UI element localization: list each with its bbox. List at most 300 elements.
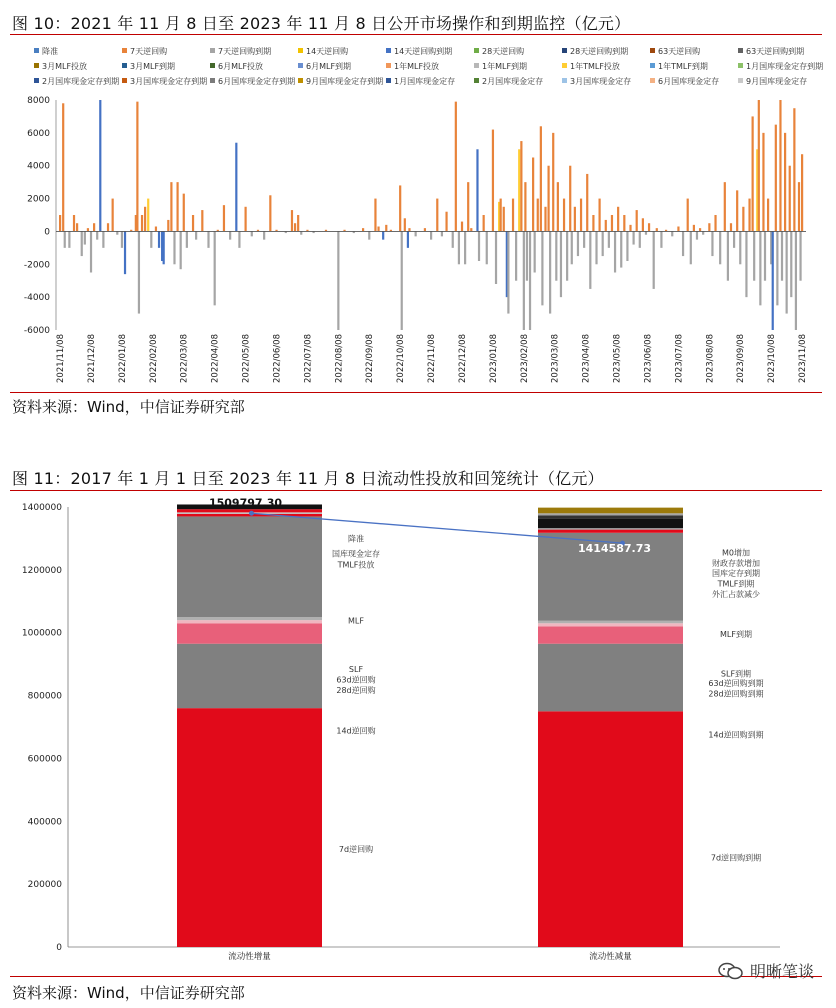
bar (524, 182, 526, 231)
y-tick-label: -2000 (23, 260, 50, 271)
legend-label: 9月国库现金定存到期 (306, 77, 384, 86)
legend-label: 1年TMLF投放 (570, 62, 620, 71)
bar (571, 231, 573, 264)
bar (762, 133, 764, 232)
bar (81, 231, 83, 256)
bar (555, 231, 557, 280)
x-tick-label: 2022/01/08 (117, 334, 128, 383)
stack-segment (177, 516, 322, 617)
bar (696, 231, 698, 239)
bar (733, 231, 735, 247)
bar (523, 231, 525, 330)
bar (772, 231, 774, 330)
annotation-left: 国库现金定存 (332, 549, 380, 559)
bar (467, 182, 469, 231)
bar (478, 231, 480, 261)
bar (586, 174, 588, 232)
legend-swatch (474, 63, 479, 68)
x-tick-label: 2021/12/08 (86, 334, 97, 383)
legend-label: 1月国库现金定存到期 (746, 62, 824, 71)
bar (687, 199, 689, 232)
bar (87, 228, 89, 231)
legend-label: 14天逆回购到期 (394, 47, 453, 56)
stack-segment (177, 623, 322, 643)
legend-swatch (298, 63, 303, 68)
legend-swatch (650, 48, 655, 53)
bar (629, 225, 631, 232)
bar (532, 158, 534, 232)
bar (170, 182, 172, 231)
bar (201, 210, 203, 231)
y-tick-label: 1200000 (21, 565, 62, 576)
stack-segment (538, 513, 683, 515)
bar (790, 231, 792, 297)
bar (141, 215, 143, 231)
legend-swatch (386, 48, 391, 53)
y-tick-label: 600000 (27, 754, 62, 765)
y-tick-label: -4000 (23, 293, 50, 304)
legend-label: 9月国库现金定存 (746, 77, 808, 86)
x-tick-label: 2022/12/08 (457, 334, 468, 383)
bar (214, 231, 216, 305)
bar (144, 207, 146, 232)
legend-label: 63天逆回购到期 (746, 47, 805, 56)
bar (512, 199, 514, 232)
annotation-left: MLF (348, 616, 364, 626)
bar (441, 231, 443, 236)
legend-label: 降准 (42, 47, 58, 56)
bar (147, 199, 149, 232)
legend-swatch (738, 78, 743, 83)
bar (404, 218, 406, 231)
y-tick-label: 0 (44, 227, 50, 238)
x-tick-label: 2023/07/08 (674, 334, 685, 383)
bar (563, 199, 565, 232)
x-tick-label: 2023/08/08 (705, 334, 716, 383)
bar (495, 231, 497, 284)
stack-segment (538, 621, 683, 624)
bar (500, 199, 502, 232)
bar (552, 133, 554, 232)
bar (745, 231, 747, 297)
bar (62, 103, 64, 231)
bar (297, 215, 299, 231)
bar (560, 231, 562, 297)
legend-label: 63天逆回购 (658, 47, 701, 56)
bar (399, 185, 401, 231)
bar (461, 222, 463, 232)
bar (93, 223, 95, 231)
stack-segment (538, 530, 683, 533)
bar (693, 225, 695, 232)
y-tick-label: 4000 (27, 161, 50, 172)
x-tick-label: 2023/11/08 (798, 334, 808, 383)
legend-label: 6月MLF到期 (306, 62, 352, 71)
omo-chart (0, 38, 836, 394)
bar (786, 231, 788, 313)
bar (752, 116, 754, 231)
legend-swatch (738, 63, 743, 68)
legend-label: 7天逆回购到期 (218, 47, 272, 56)
bar (589, 231, 591, 289)
bar (789, 166, 791, 232)
bar (167, 220, 169, 232)
bar (736, 190, 738, 231)
bar (374, 199, 376, 232)
legend-label: 1年MLF投放 (394, 62, 440, 71)
annotation-right: SLF到期 (720, 669, 752, 679)
y-tick-label: 0 (56, 943, 62, 953)
wechat-icon (718, 962, 744, 980)
legend-label: 3月MLF到期 (130, 62, 176, 71)
bar (507, 231, 509, 313)
bar (183, 194, 185, 232)
bar (455, 102, 457, 232)
bar (699, 228, 701, 231)
bar (294, 223, 296, 231)
bar (544, 207, 546, 232)
bar (362, 228, 364, 231)
bar (540, 126, 542, 231)
y-tick-label: 1000000 (21, 628, 62, 639)
x-tick-label: 2023/09/08 (736, 334, 747, 383)
bar (648, 223, 650, 231)
legend-swatch (562, 48, 567, 53)
annotation-left: 7d逆回购 (338, 845, 374, 855)
bar (784, 133, 786, 232)
bar (464, 231, 466, 264)
bar (407, 231, 409, 247)
bar (458, 231, 460, 264)
legend-label: 3月国库现金定存 (570, 77, 632, 86)
total-marker (249, 511, 254, 516)
annotation-right: M0增加 (722, 548, 750, 558)
stack-segment (177, 620, 322, 623)
legend-swatch (298, 78, 303, 83)
legend-label: 1年TMLF到期 (658, 62, 708, 71)
bar (515, 231, 517, 280)
figure1-title: 图 10：2021 年 11 月 8 日至 2023 年 11 月 8 日公开市场操作和到期监控（亿元） (12, 14, 631, 33)
bar (602, 231, 604, 256)
legend-swatch (34, 78, 39, 83)
annotation-left: 63d逆回购 (336, 675, 376, 685)
annotation-left: 降准 (348, 534, 364, 544)
bar (377, 227, 379, 232)
total-label-right: 1414587.73 (577, 541, 652, 555)
bar (486, 231, 488, 264)
category-label: 流动性增量 (228, 952, 271, 962)
bar (158, 231, 160, 247)
category-label: 流动性减量 (589, 952, 632, 962)
bar (173, 231, 175, 264)
bar (595, 231, 597, 264)
bar (90, 231, 92, 272)
legend-label: 6月国库现金定存到期 (218, 77, 296, 86)
bar (136, 102, 138, 232)
legend-swatch (122, 48, 127, 53)
legend-swatch (738, 48, 743, 53)
bar (382, 231, 384, 239)
bar (633, 231, 635, 244)
x-tick-label: 2022/05/08 (241, 334, 252, 383)
bar (758, 100, 760, 231)
bar (470, 228, 472, 231)
x-tick-label: 2023/02/08 (519, 334, 530, 383)
bar (107, 223, 109, 231)
bar (549, 231, 551, 313)
bar (452, 231, 454, 247)
legend-swatch (386, 63, 391, 68)
annotation-left: 28d逆回购 (336, 686, 376, 696)
y-tick-label: 8000 (27, 96, 50, 106)
annotation-right: 外汇占款减少 (712, 589, 760, 599)
bar (781, 231, 783, 280)
stack-segment (538, 711, 683, 947)
annotation-right: 财政存款增加 (712, 558, 760, 568)
legend-label: 6月MLF投放 (218, 62, 264, 71)
bar (537, 199, 539, 232)
bar (163, 231, 165, 264)
stack-segment (538, 508, 683, 514)
bar (534, 231, 536, 272)
legend-swatch (386, 78, 391, 83)
legend-swatch (122, 63, 127, 68)
annotation-right: MLF到期 (720, 629, 752, 639)
legend-label: 2月国库现金定存到期 (42, 77, 120, 86)
bar (300, 231, 302, 234)
bar (719, 231, 721, 264)
legend-swatch (210, 63, 215, 68)
bar (779, 100, 781, 231)
bar (176, 182, 178, 231)
y-tick-label: 2000 (27, 194, 50, 205)
figure1-title-rule (10, 34, 822, 35)
stack-segment (538, 623, 683, 626)
bar (238, 231, 240, 247)
bar (263, 231, 265, 239)
bar (116, 231, 118, 234)
bar (291, 210, 293, 231)
x-tick-label: 2022/06/08 (272, 334, 283, 383)
bar (767, 199, 769, 232)
bar (569, 166, 571, 232)
bar (776, 231, 778, 305)
bar (742, 207, 744, 232)
bar (476, 149, 478, 231)
legend-swatch (562, 78, 567, 83)
annotation-right: 14d逆回购到期 (708, 730, 764, 740)
bar (801, 154, 803, 231)
figure1-source-rule (10, 392, 822, 393)
bar (401, 231, 403, 330)
bar (430, 231, 432, 239)
bar (598, 199, 600, 232)
x-tick-label: 2022/04/08 (210, 334, 221, 383)
bar (192, 215, 194, 231)
liquidity-chart (0, 492, 836, 976)
bar (653, 231, 655, 289)
legend-label: 1月国库现金定存 (394, 77, 456, 86)
bar (207, 231, 209, 247)
x-tick-label: 2023/10/08 (767, 334, 778, 383)
legend-swatch (474, 78, 479, 83)
bar (368, 231, 370, 239)
bar (483, 215, 485, 231)
annotation-left: 14d逆回购 (336, 726, 376, 736)
bar (711, 231, 713, 256)
legend-swatch (298, 48, 303, 53)
legend-label: 3月MLF投放 (42, 62, 88, 71)
annotation-right: 7d逆回购到期 (710, 853, 762, 863)
stack-segment (538, 644, 683, 712)
legend-swatch (562, 63, 567, 68)
total-label-left: 1509797.30 (208, 496, 283, 510)
legend-label: 14天逆回购 (306, 47, 349, 56)
x-tick-label: 2022/11/08 (427, 334, 437, 383)
bar (424, 228, 426, 231)
figure2-title-rule (10, 490, 822, 491)
bar (186, 231, 188, 247)
x-tick-label: 2023/05/08 (612, 334, 623, 383)
bar (84, 231, 86, 244)
bar (251, 231, 253, 236)
x-tick-label: 2021/11/08 (56, 334, 66, 383)
x-tick-label: 2023/03/08 (550, 334, 561, 383)
figure2-title: 图 11：2017 年 1 月 1 日至 2023 年 11 月 8 日流动性投放和回笼统计（亿元） (12, 469, 604, 488)
bar (566, 231, 568, 280)
bar (223, 205, 225, 231)
legend-label: 3月国库现金定存到期 (130, 77, 208, 86)
bar (59, 215, 61, 231)
bar (526, 231, 528, 280)
bar (583, 231, 585, 247)
bar (708, 223, 710, 231)
bar (102, 231, 104, 247)
figure2-source-rule (10, 976, 822, 977)
bar (793, 108, 795, 231)
bar (580, 199, 582, 232)
stack-segment (538, 515, 683, 518)
bar (614, 231, 616, 272)
bar (415, 231, 417, 236)
bar (702, 231, 704, 234)
x-tick-label: 2023/01/08 (488, 334, 499, 383)
legend-label: 1年MLF到期 (482, 62, 528, 71)
bar (64, 231, 66, 247)
legend-label: 28天逆回购 (482, 47, 525, 56)
legend-swatch (210, 78, 215, 83)
bar (541, 231, 543, 305)
x-tick-label: 2022/02/08 (148, 334, 159, 383)
bar (656, 228, 658, 231)
bar (795, 231, 797, 330)
x-tick-label: 2022/08/08 (334, 334, 345, 383)
legend-label: 6月国库现金定存 (658, 77, 720, 86)
bar (764, 231, 766, 280)
bar (337, 231, 339, 330)
bar (76, 223, 78, 231)
bar (155, 227, 157, 232)
bar (799, 231, 801, 280)
bar (121, 231, 123, 247)
legend-label: 7天逆回购 (130, 47, 168, 56)
bar (645, 231, 647, 234)
y-tick-label: 400000 (27, 817, 62, 828)
bar (269, 195, 271, 231)
bar (574, 207, 576, 232)
bar (529, 231, 531, 330)
bar (724, 182, 726, 231)
stack-segment (177, 708, 322, 947)
y-tick-label: 800000 (27, 691, 62, 702)
bar (150, 231, 152, 247)
bar (759, 231, 761, 305)
bar (608, 231, 610, 247)
bar (617, 207, 619, 232)
bar (385, 225, 387, 232)
bar (798, 182, 800, 231)
bar (124, 231, 126, 274)
bar (727, 231, 729, 280)
bar (180, 231, 182, 269)
y-tick-label: 1400000 (21, 503, 62, 513)
watermark (718, 959, 814, 982)
bar (503, 207, 505, 232)
legend-swatch (474, 48, 479, 53)
bar (739, 231, 741, 264)
bar (518, 149, 520, 231)
annotation-right: 国库定存到期 (712, 569, 760, 579)
bar (520, 141, 522, 231)
legend-swatch (34, 48, 39, 53)
legend-swatch (122, 78, 127, 83)
figure2-source: 资料来源：Wind，中信证券研究部 (12, 984, 245, 1002)
y-tick-label: 200000 (27, 880, 62, 891)
bar (714, 215, 716, 231)
bar (620, 231, 622, 267)
annotation-right: 63d逆回购到期 (708, 679, 764, 689)
bar (96, 231, 98, 239)
x-tick-label: 2022/10/08 (396, 334, 407, 383)
legend-label: 28天逆回购到期 (570, 47, 629, 56)
bar (775, 125, 777, 232)
bar (492, 130, 494, 232)
annotation-right: 28d逆回购到期 (708, 689, 764, 699)
stack-segment (538, 626, 683, 643)
stack-segment (177, 617, 322, 620)
annotation-right: TMLF到期 (717, 579, 755, 589)
x-tick-label: 2022/09/08 (365, 334, 376, 383)
bar (753, 231, 755, 280)
bar (557, 182, 559, 231)
y-tick-label: -6000 (23, 326, 50, 336)
bar (229, 231, 231, 239)
bar (690, 231, 692, 264)
bar (636, 210, 638, 231)
bar (112, 199, 114, 232)
x-tick-label: 2023/06/08 (643, 334, 654, 383)
bar (592, 215, 594, 231)
stack-segment (538, 528, 683, 530)
bar (626, 231, 628, 261)
bar (730, 223, 732, 231)
figure1-source: 资料来源：Wind，中信证券研究部 (12, 398, 245, 416)
bar (748, 199, 750, 232)
bar (639, 231, 641, 247)
bar (436, 199, 438, 232)
bar (547, 166, 549, 232)
bar (245, 207, 247, 232)
